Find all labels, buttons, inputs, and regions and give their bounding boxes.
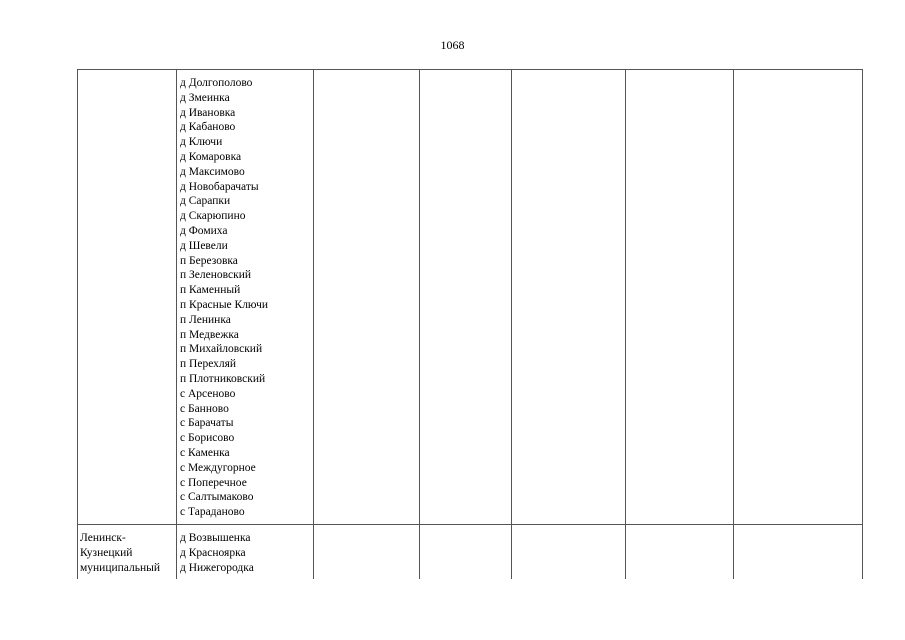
list-item: п Березовка (180, 254, 238, 267)
list-item: с Салтымаково (180, 491, 254, 504)
list-item: д Шевели (180, 239, 228, 252)
empty-cell (734, 524, 863, 579)
region-name-line: Кузнецкий (80, 546, 133, 559)
list-item: с Арсеново (180, 387, 236, 400)
list-item: с Борисово (180, 432, 235, 445)
empty-cell (314, 70, 420, 525)
empty-cell (420, 70, 512, 525)
empty-cell (512, 70, 626, 525)
settlements-cell (177, 70, 314, 525)
empty-cell (420, 524, 512, 579)
list-item: д Новобарачаты (180, 180, 259, 193)
region-name-line: Ленинск- (80, 531, 126, 544)
settlements-cell (177, 524, 314, 579)
page-number: 1068 (440, 38, 465, 52)
empty-cell (512, 524, 626, 579)
empty-cell (734, 70, 863, 525)
list-item: с Тараданово (180, 506, 245, 519)
list-item: д Комаровка (180, 150, 242, 163)
list-item: п Перехляй (180, 358, 237, 371)
region-cell (78, 70, 177, 525)
list-item: д Максимово (180, 165, 245, 178)
list-item: с Поперечное (180, 476, 247, 489)
settlements-table (77, 69, 863, 579)
settlement-list (177, 525, 313, 579)
list-item: д Долгополово (180, 77, 253, 89)
empty-cell (314, 524, 420, 579)
empty-cell (626, 524, 734, 579)
list-item: д Ивановка (180, 106, 236, 119)
list-item: п Плотниковский (180, 372, 266, 385)
list-item: с Каменка (180, 446, 230, 459)
empty-cell (626, 70, 734, 525)
list-item: д Возвышенка (180, 531, 251, 544)
list-item: с Барачаты (180, 417, 234, 430)
list-item: с Банново (180, 402, 229, 415)
list-item: п Михайловский (180, 343, 263, 356)
list-item: д Змеинка (180, 91, 230, 104)
settlement-list (177, 70, 313, 524)
list-item: д Скарюпино (180, 210, 246, 223)
table-row (78, 524, 863, 579)
list-item: д Сарапки (180, 195, 231, 208)
list-item: д Нижегородка (180, 561, 254, 574)
list-item: п Красные Ключи (180, 298, 269, 311)
list-item: д Красноярка (180, 546, 246, 559)
region-name-line: муниципальный (80, 561, 161, 574)
list-item: д Фомиха (180, 224, 228, 237)
table-row (78, 70, 863, 525)
list-item: п Ленинка (180, 313, 231, 326)
list-item: п Каменный (180, 284, 241, 297)
list-item: п Зеленовский (180, 269, 252, 282)
region-cell (78, 524, 177, 579)
list-item: д Кабаново (180, 121, 236, 134)
list-item: д Ключи (180, 136, 223, 149)
list-item: с Междугорное (180, 461, 256, 474)
list-item: п Медвежка (180, 328, 239, 341)
